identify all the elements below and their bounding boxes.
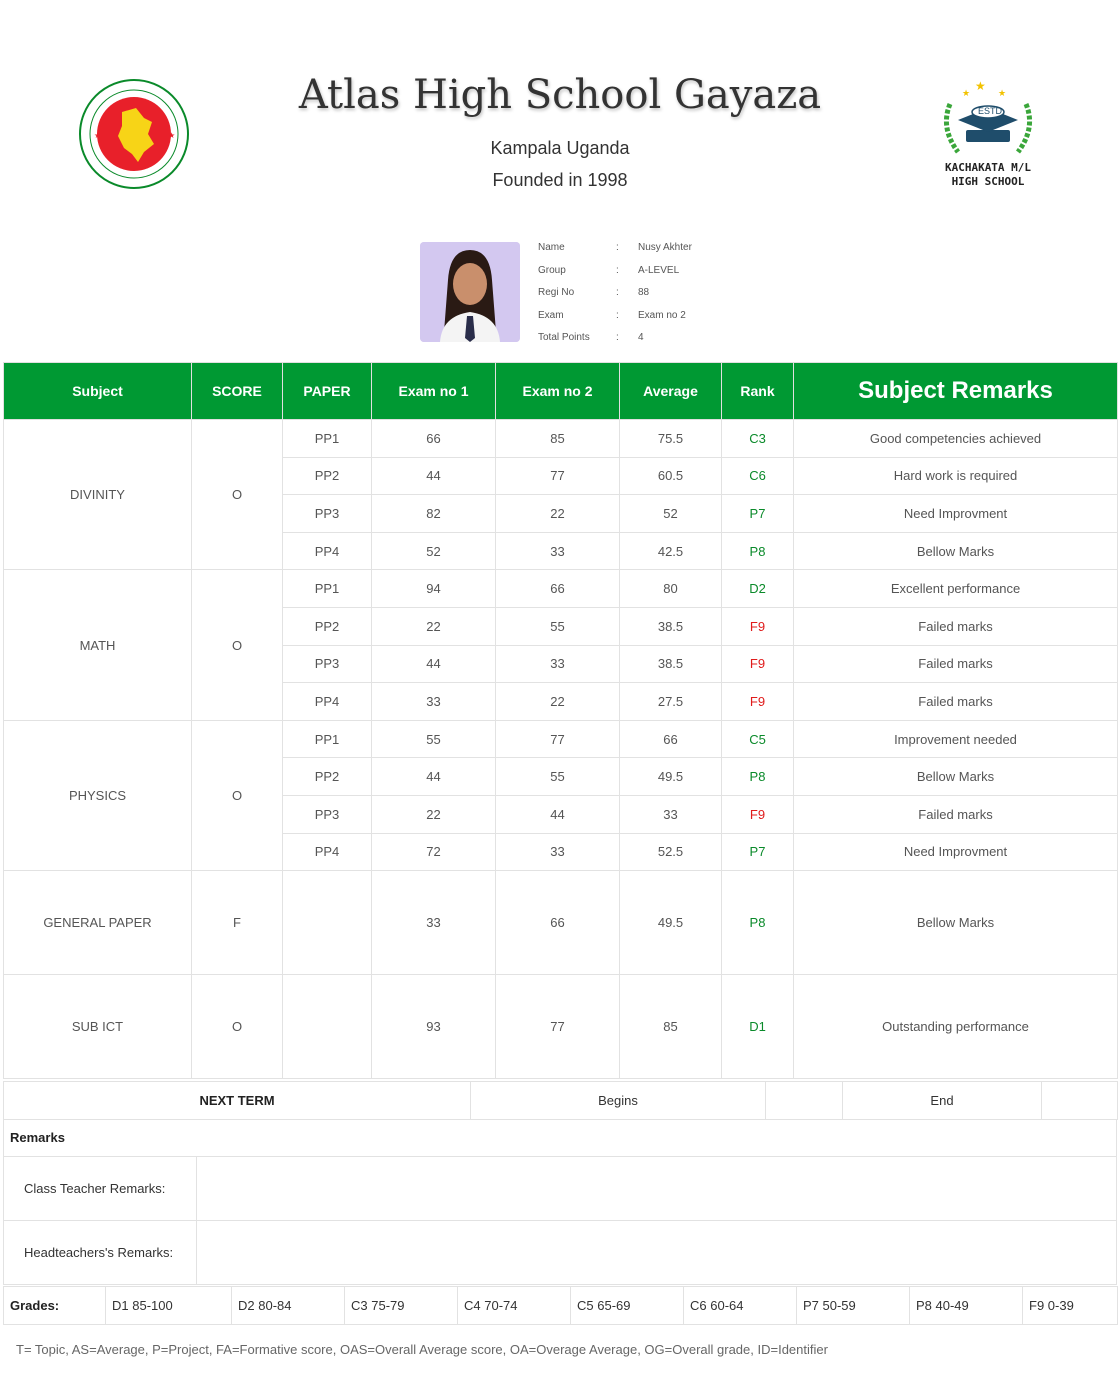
student-group-row [538,265,838,288]
paper-cell: PP2 [283,457,372,495]
exam2-cell: 55 [496,758,620,796]
exam1-cell: 33 [372,683,496,721]
remarks-title: Remarks [3,1119,1117,1157]
average-cell: 80 [620,570,722,608]
rank-cell: P7 [722,833,794,871]
remark-cell: Bellow Marks [794,871,1118,975]
next-term-begins-value [766,1082,843,1120]
rank-cell: P7 [722,495,794,533]
paper-cell [283,871,372,975]
exam1-cell: 44 [372,645,496,683]
table-row [4,570,1118,608]
label: Regi No [538,287,575,298]
average-cell: 49.5 [620,871,722,975]
right-logo-line2: HIGH SCHOOL [951,175,1025,188]
label: Group [538,264,566,276]
rank-cell: D1 [722,975,794,1079]
svg-text:★: ★ [975,79,986,93]
exam2-cell: 77 [496,975,620,1079]
grades-row [4,1287,1118,1325]
exam1-cell: 44 [372,457,496,495]
grade-item: C5 65-69 [571,1287,684,1325]
exam2-cell: 33 [496,833,620,871]
exam1-cell: 52 [372,532,496,570]
remark-cell: Need Improvment [794,833,1118,871]
svg-text:★: ★ [962,89,971,99]
separator: : [616,264,619,276]
grade-item: F9 0-39 [1023,1287,1118,1325]
rank-cell: P8 [722,758,794,796]
subject-name-cell: SUB ICT [4,975,192,1079]
label: Total Points [538,332,590,343]
svg-text:★: ★ [998,89,1007,99]
svg-text:★: ★ [94,131,102,140]
exam1-cell: 22 [372,607,496,645]
rank-cell: P8 [722,532,794,570]
grade-item: P8 40-49 [910,1287,1023,1325]
exam2-cell: 33 [496,645,620,683]
next-term-label: NEXT TERM [4,1082,471,1120]
table-row [4,975,1118,1079]
separator: : [616,309,619,321]
grade-item: D1 85-100 [106,1287,232,1325]
school-founded: Founded in 1998 [492,170,628,190]
exam2-cell: 77 [496,457,620,495]
remark-cell: Bellow Marks [794,532,1118,570]
student-exam: Exam no 2 [638,309,686,321]
grades-table [3,1286,1118,1325]
remarks-section [3,1119,1117,1285]
grade-item: C4 70-74 [458,1287,571,1325]
average-cell: 52 [620,495,722,533]
rank-cell: F9 [722,795,794,833]
subject-score-cell: F [192,871,283,975]
exam1-cell: 93 [372,975,496,1079]
paper-cell [283,975,372,1079]
col-paper: PAPER [283,363,372,420]
exam2-cell: 66 [496,570,620,608]
average-cell: 42.5 [620,532,722,570]
student-group: A-LEVEL [638,264,680,276]
rank-cell: C3 [722,420,794,458]
exam1-cell: 66 [372,420,496,458]
paper-cell: PP1 [283,720,372,758]
school-location: Kampala Uganda [490,138,630,158]
subject-score-cell: O [192,720,283,870]
exam2-cell: 85 [496,420,620,458]
exam1-cell: 82 [372,495,496,533]
next-term-begins: Begins [471,1082,766,1120]
exam1-cell: 22 [372,795,496,833]
exam2-cell: 33 [496,532,620,570]
student-regno: 88 [638,287,650,298]
average-cell: 75.5 [620,420,722,458]
student-portrait-icon [420,242,520,342]
exam1-cell: 72 [372,833,496,871]
label: Exam [538,309,564,321]
student-name: Nusy Akhter [638,242,692,253]
col-subject-remarks: Subject Remarks [794,363,1118,420]
remark-cell: Hard work is required [794,457,1118,495]
subject-score-cell: O [192,570,283,720]
remark-cell: Excellent performance [794,570,1118,608]
average-cell: 66 [620,720,722,758]
paper-cell: PP4 [283,683,372,721]
average-cell: 27.5 [620,683,722,721]
table-row [4,420,1118,458]
rank-cell: F9 [722,645,794,683]
report-header [0,60,1120,210]
student-total-points: 4 [638,332,644,343]
average-cell: 38.5 [620,607,722,645]
separator: : [616,287,619,298]
col-score: SCORE [192,363,283,420]
rank-cell: P8 [722,871,794,975]
remark-cell: Need Improvment [794,495,1118,533]
paper-cell: PP4 [283,833,372,871]
paper-cell: PP3 [283,645,372,683]
paper-cell: PP2 [283,758,372,796]
remark-cell: Failed marks [794,795,1118,833]
grades-label: Grades: [4,1287,106,1325]
average-cell: 33 [620,795,722,833]
average-cell: 49.5 [620,758,722,796]
average-cell: 52.5 [620,833,722,871]
separator: : [616,332,619,343]
grade-item: P7 50-59 [797,1287,910,1325]
exam2-cell: 44 [496,795,620,833]
exam1-cell: 44 [372,758,496,796]
student-points-row [538,332,838,355]
student-details [538,242,838,355]
col-exam1: Exam no 1 [372,363,496,420]
grade-item: C6 60-64 [684,1287,797,1325]
col-exam2: Exam no 2 [496,363,620,420]
headteacher-remarks-label: Headteachers's Remarks: [4,1221,197,1284]
student-photo [420,242,520,342]
remark-cell: Outstanding performance [794,975,1118,1079]
subject-name-cell: PHYSICS [4,720,192,870]
remark-cell: Improvement needed [794,720,1118,758]
average-cell: 38.5 [620,645,722,683]
rank-cell: C5 [722,720,794,758]
exam1-cell: 33 [372,871,496,975]
exam2-cell: 77 [496,720,620,758]
remark-cell: Failed marks [794,607,1118,645]
right-logo-line1: KACHAKATA M/L [944,161,1032,174]
government-seal-logo [78,78,190,190]
student-exam-row [538,310,838,333]
paper-cell: PP3 [283,795,372,833]
exam1-cell: 55 [372,720,496,758]
subject-score-cell: O [192,975,283,1079]
remark-cell: Failed marks [794,645,1118,683]
rank-cell: D2 [722,570,794,608]
svg-text:★: ★ [168,131,176,140]
col-rank: Rank [722,363,794,420]
school-name: Atlas High School Gayaza [298,72,822,118]
abbreviation-legend: T= Topic, AS=Average, P=Project, FA=Formative score, OAS=Overall Average score, OA=Overage Average, OG=Overall grade, ID=Identifier [16,1342,828,1357]
next-term-table [3,1081,1118,1120]
next-term-row [4,1082,1118,1120]
rank-cell: F9 [722,683,794,721]
next-term-end: End [843,1082,1042,1120]
marks-table [3,362,1118,1079]
paper-cell: PP4 [283,532,372,570]
rank-cell: C6 [722,457,794,495]
subject-name-cell: DIVINITY [4,420,192,570]
col-average: Average [620,363,722,420]
separator: : [616,242,619,253]
exam2-cell: 22 [496,683,620,721]
class-teacher-remarks-label: Class Teacher Remarks: [4,1157,197,1220]
marks-header-row [4,363,1118,420]
paper-cell: PP1 [283,420,372,458]
paper-cell: PP2 [283,607,372,645]
paper-cell: PP1 [283,570,372,608]
remark-cell: Good competencies achieved [794,420,1118,458]
remark-cell: Failed marks [794,683,1118,721]
next-term-end-value [1042,1082,1118,1120]
average-cell: 85 [620,975,722,1079]
table-row [4,720,1118,758]
headteacher-remarks-row [3,1221,1117,1285]
table-row [4,871,1118,975]
marks-body [4,420,1118,1079]
grade-item: C3 75-79 [345,1287,458,1325]
exam2-cell: 55 [496,607,620,645]
student-name-row [538,242,838,265]
right-logo-badge: ESTD [978,106,1003,116]
col-subject: Subject [4,363,192,420]
label: Name [538,242,565,253]
exam2-cell: 66 [496,871,620,975]
paper-cell: PP3 [283,495,372,533]
class-teacher-remarks-row [3,1157,1117,1221]
exam2-cell: 22 [496,495,620,533]
student-regno-row [538,287,838,310]
average-cell: 60.5 [620,457,722,495]
rank-cell: F9 [722,607,794,645]
exam1-cell: 94 [372,570,496,608]
remark-cell: Bellow Marks [794,758,1118,796]
student-info-card [420,242,840,342]
subject-name-cell: GENERAL PAPER [4,871,192,975]
grade-item: D2 80-84 [232,1287,345,1325]
subject-score-cell: O [192,420,283,570]
subject-name-cell: MATH [4,570,192,720]
